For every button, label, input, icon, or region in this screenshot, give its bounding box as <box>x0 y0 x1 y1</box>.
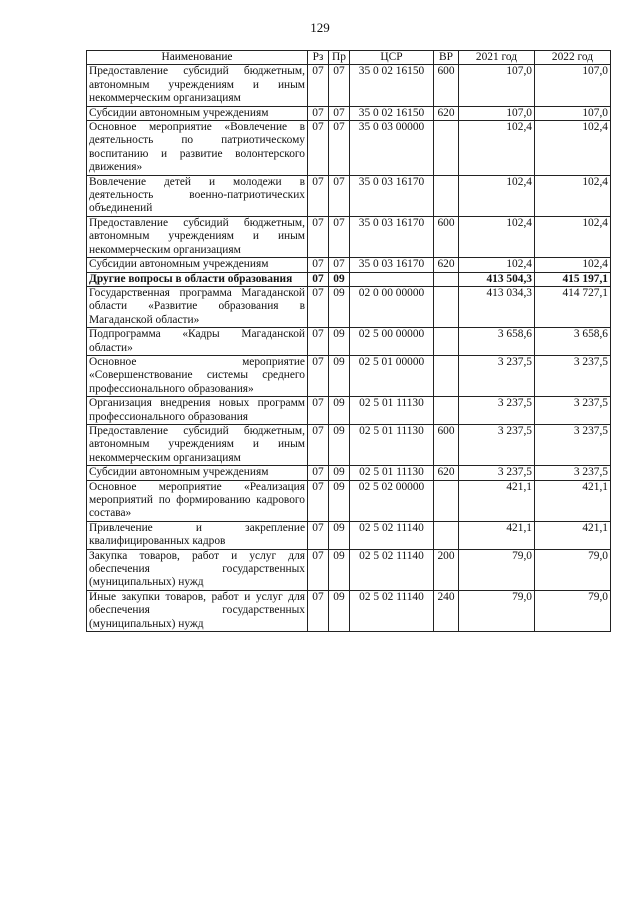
cell-pr: 09 <box>329 590 350 631</box>
cell-csr: 02 5 02 11140 <box>350 521 434 549</box>
cell-pr: 07 <box>329 65 350 106</box>
table-row <box>87 590 611 631</box>
cell-pr: 07 <box>329 216 350 257</box>
cell-name: Предоставление субсидий бюджетным, автономным учреждениям и иным некоммерческим организациям <box>87 216 308 257</box>
cell-rz: 07 <box>308 397 329 425</box>
table-row <box>87 549 611 590</box>
table-row <box>87 286 611 327</box>
cell-vr: 600 <box>434 65 459 106</box>
table-row <box>87 397 611 425</box>
cell-2021: 421,1 <box>459 480 535 521</box>
cell-2022: 421,1 <box>535 521 611 549</box>
cell-vr: 240 <box>434 590 459 631</box>
table-row <box>87 65 611 106</box>
table-row <box>87 121 611 176</box>
cell-csr: 35 0 03 16170 <box>350 258 434 272</box>
cell-pr: 09 <box>329 397 350 425</box>
cell-name: Привлечение и закрепление квалифицированных кадров <box>87 521 308 549</box>
cell-rz: 07 <box>308 355 329 396</box>
cell-vr <box>434 521 459 549</box>
cell-rz: 07 <box>308 175 329 216</box>
cell-rz: 07 <box>308 258 329 272</box>
cell-rz: 07 <box>308 590 329 631</box>
cell-rz: 07 <box>308 272 329 286</box>
cell-csr: 02 5 00 00000 <box>350 328 434 356</box>
header-vr: ВР <box>434 51 459 65</box>
cell-vr <box>434 355 459 396</box>
table-row <box>87 521 611 549</box>
table-row <box>87 106 611 120</box>
cell-rz: 07 <box>308 480 329 521</box>
cell-pr: 09 <box>329 549 350 590</box>
cell-vr: 600 <box>434 216 459 257</box>
cell-name: Вовлечение детей и молодежи в деятельность военно-патриотических объединений <box>87 175 308 216</box>
cell-vr: 620 <box>434 466 459 480</box>
cell-vr: 200 <box>434 549 459 590</box>
cell-csr: 02 5 02 11140 <box>350 590 434 631</box>
cell-pr: 09 <box>329 286 350 327</box>
cell-name: Подпрограмма «Кадры Магаданской области» <box>87 328 308 356</box>
cell-2022: 3 237,5 <box>535 466 611 480</box>
cell-2022: 102,4 <box>535 258 611 272</box>
header-name: Наименование <box>87 51 308 65</box>
cell-2021: 421,1 <box>459 521 535 549</box>
cell-vr <box>434 480 459 521</box>
cell-name: Основное мероприятие «Вовлечение в деятельность по патриотическому воспитанию и развитие волонтерского движения» <box>87 121 308 176</box>
cell-2022: 107,0 <box>535 106 611 120</box>
cell-2021: 107,0 <box>459 106 535 120</box>
cell-vr <box>434 175 459 216</box>
cell-2022: 107,0 <box>535 65 611 106</box>
cell-csr <box>350 272 434 286</box>
cell-2021: 102,4 <box>459 175 535 216</box>
cell-vr <box>434 286 459 327</box>
cell-pr: 09 <box>329 272 350 286</box>
cell-name: Закупка товаров, работ и услуг для обеспечения государственных (муниципальных) нужд <box>87 549 308 590</box>
header-2022: 2022 год <box>535 51 611 65</box>
cell-csr: 35 0 03 00000 <box>350 121 434 176</box>
cell-2021: 3 237,5 <box>459 397 535 425</box>
cell-2021: 79,0 <box>459 549 535 590</box>
cell-pr: 09 <box>329 466 350 480</box>
cell-rz: 07 <box>308 328 329 356</box>
cell-2021: 102,4 <box>459 258 535 272</box>
cell-2022: 414 727,1 <box>535 286 611 327</box>
cell-pr: 09 <box>329 480 350 521</box>
table-row <box>87 466 611 480</box>
header-csr: ЦСР <box>350 51 434 65</box>
budget-table <box>86 50 611 632</box>
cell-name: Основное мероприятие «Реализация мероприятий по формированию кадрового состава» <box>87 480 308 521</box>
cell-rz: 07 <box>308 466 329 480</box>
cell-2022: 102,4 <box>535 175 611 216</box>
cell-csr: 35 0 03 16170 <box>350 175 434 216</box>
cell-name: Предоставление субсидий бюджетным, автономным учреждениям и иным некоммерческим организациям <box>87 424 308 465</box>
table-row <box>87 328 611 356</box>
cell-csr: 02 5 02 11140 <box>350 549 434 590</box>
cell-pr: 09 <box>329 355 350 396</box>
cell-pr: 09 <box>329 521 350 549</box>
cell-2021: 413 034,3 <box>459 286 535 327</box>
cell-csr: 35 0 02 16150 <box>350 65 434 106</box>
cell-csr: 02 5 01 11130 <box>350 466 434 480</box>
cell-2022: 421,1 <box>535 480 611 521</box>
cell-csr: 35 0 03 16170 <box>350 216 434 257</box>
cell-pr: 07 <box>329 106 350 120</box>
cell-pr: 07 <box>329 121 350 176</box>
cell-2021: 3 237,5 <box>459 424 535 465</box>
cell-pr: 07 <box>329 175 350 216</box>
cell-csr: 02 5 01 11130 <box>350 424 434 465</box>
cell-2021: 3 658,6 <box>459 328 535 356</box>
cell-2022: 79,0 <box>535 590 611 631</box>
cell-2022: 3 237,5 <box>535 424 611 465</box>
cell-vr: 620 <box>434 106 459 120</box>
cell-2021: 413 504,3 <box>459 272 535 286</box>
cell-name: Предоставление субсидий бюджетным, автономным учреждениям и иным некоммерческим организациям <box>87 65 308 106</box>
cell-2022: 102,4 <box>535 216 611 257</box>
cell-2021: 3 237,5 <box>459 466 535 480</box>
cell-rz: 07 <box>308 121 329 176</box>
cell-csr: 02 5 01 00000 <box>350 355 434 396</box>
cell-rz: 07 <box>308 424 329 465</box>
table-row <box>87 480 611 521</box>
cell-vr <box>434 272 459 286</box>
cell-vr: 620 <box>434 258 459 272</box>
header-pr: Пр <box>329 51 350 65</box>
table-header-row <box>87 51 611 65</box>
cell-2021: 79,0 <box>459 590 535 631</box>
cell-name: Организация внедрения новых программ профессионального образования <box>87 397 308 425</box>
page-number: 129 <box>310 20 330 35</box>
cell-name: Субсидии автономным учреждениям <box>87 466 308 480</box>
cell-2022: 3 237,5 <box>535 397 611 425</box>
cell-name: Основное мероприятие «Совершенствование системы среднего профессионального образования» <box>87 355 308 396</box>
cell-2021: 102,4 <box>459 121 535 176</box>
cell-vr <box>434 328 459 356</box>
cell-csr: 02 0 00 00000 <box>350 286 434 327</box>
table-row <box>87 355 611 396</box>
cell-vr <box>434 397 459 425</box>
cell-name: Субсидии автономным учреждениям <box>87 258 308 272</box>
cell-rz: 07 <box>308 286 329 327</box>
cell-vr: 600 <box>434 424 459 465</box>
cell-rz: 07 <box>308 106 329 120</box>
cell-2021: 107,0 <box>459 65 535 106</box>
cell-name: Государственная программа Магаданской области «Развитие образования в Магаданской области» <box>87 286 308 327</box>
cell-2022: 79,0 <box>535 549 611 590</box>
cell-2022: 3 237,5 <box>535 355 611 396</box>
cell-csr: 35 0 02 16150 <box>350 106 434 120</box>
table-row <box>87 424 611 465</box>
table-row <box>87 216 611 257</box>
cell-name: Иные закупки товаров, работ и услуг для обеспечения государственных (муниципальных) нужд <box>87 590 308 631</box>
cell-2021: 102,4 <box>459 216 535 257</box>
cell-rz: 07 <box>308 521 329 549</box>
cell-2022: 3 658,6 <box>535 328 611 356</box>
table-body <box>87 65 611 632</box>
cell-2021: 3 237,5 <box>459 355 535 396</box>
cell-rz: 07 <box>308 216 329 257</box>
cell-csr: 02 5 02 00000 <box>350 480 434 521</box>
table-row <box>87 258 611 272</box>
header-2021: 2021 год <box>459 51 535 65</box>
table-row <box>87 272 611 286</box>
cell-rz: 07 <box>308 549 329 590</box>
cell-2022: 415 197,1 <box>535 272 611 286</box>
cell-name: Субсидии автономным учреждениям <box>87 106 308 120</box>
table-row <box>87 175 611 216</box>
cell-pr: 07 <box>329 258 350 272</box>
cell-pr: 09 <box>329 328 350 356</box>
header-rz: Рз <box>308 51 329 65</box>
cell-csr: 02 5 01 11130 <box>350 397 434 425</box>
cell-2022: 102,4 <box>535 121 611 176</box>
cell-vr <box>434 121 459 176</box>
cell-pr: 09 <box>329 424 350 465</box>
cell-name: Другие вопросы в области образования <box>87 272 308 286</box>
cell-rz: 07 <box>308 65 329 106</box>
